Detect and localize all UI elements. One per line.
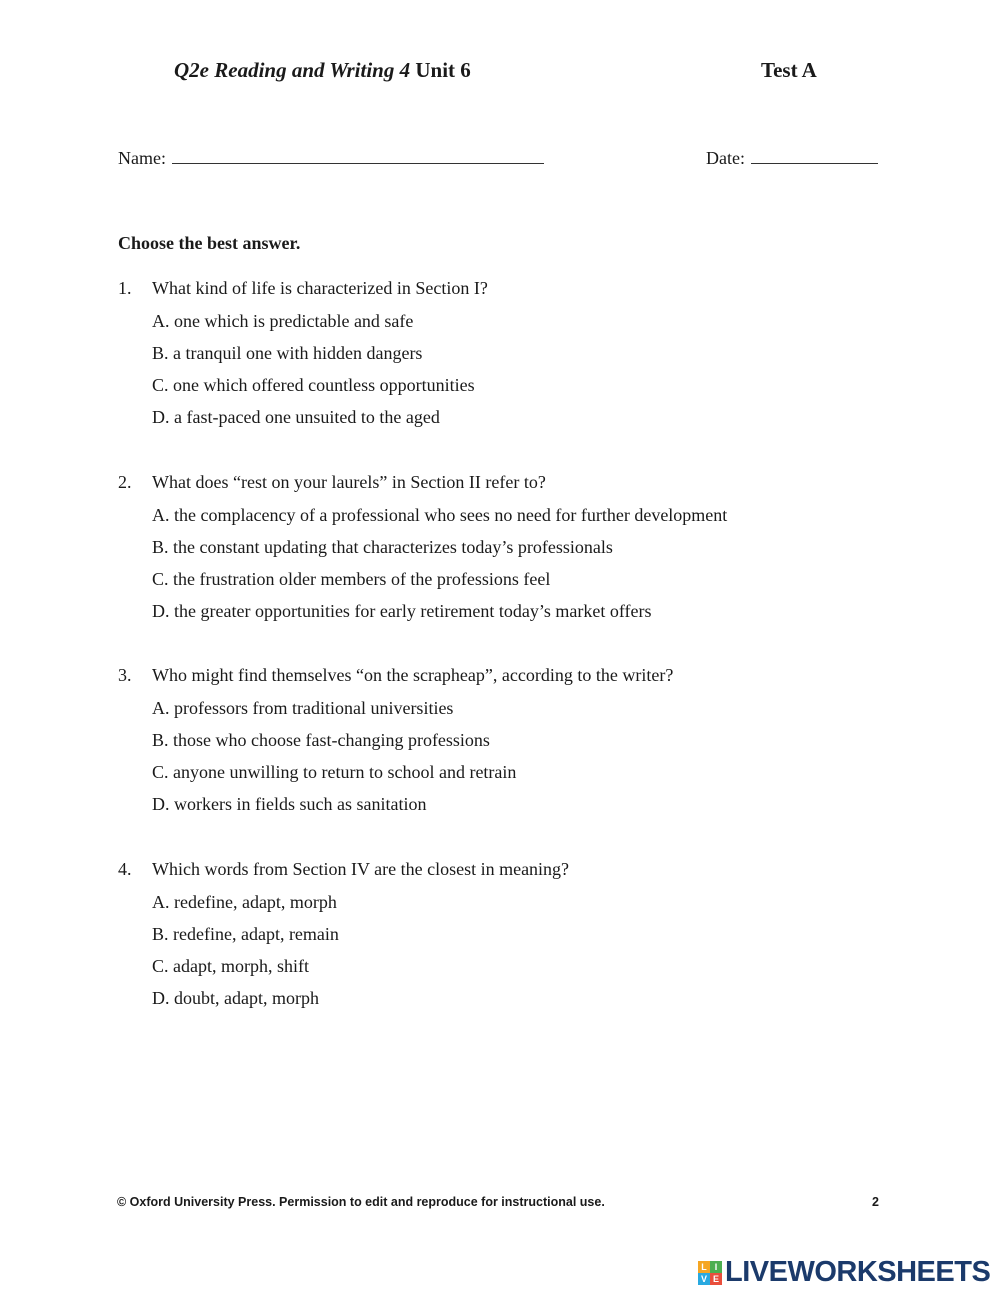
logo-icon-tile: L xyxy=(698,1261,710,1273)
question-number: 1. xyxy=(118,278,132,298)
answer-option[interactable]: C. adapt, morph, shift xyxy=(152,956,309,976)
date-field xyxy=(706,145,878,169)
question-text: Which words from Section IV are the closest in meaning? xyxy=(152,859,570,879)
copyright-notice: © Oxford University Press. Permission to edit and reproduce for instructional use. xyxy=(117,1195,605,1209)
question-text: Who might find themselves “on the scrapheap”, according to the writer? xyxy=(152,665,674,685)
answer-option[interactable]: A. redefine, adapt, morph xyxy=(152,892,337,912)
logo-icon-tile: I xyxy=(710,1261,722,1273)
test-label: Test A xyxy=(761,58,817,82)
date-label: Date: xyxy=(706,148,745,168)
question-text: What does “rest on your laurels” in Section II refer to? xyxy=(152,472,546,492)
logo-icon-tile: E xyxy=(710,1273,722,1285)
answer-option[interactable]: C. the frustration older members of the professions feel xyxy=(152,569,551,589)
book-title: Q2e Reading and Writing 4 xyxy=(174,58,411,82)
question-number: 2. xyxy=(118,472,132,492)
answer-option[interactable]: B. those who choose fast-changing professions xyxy=(152,730,490,750)
worksheet-title xyxy=(174,58,471,83)
liveworksheets-logo[interactable] xyxy=(698,1256,990,1289)
unit-label: Unit 6 xyxy=(410,58,471,82)
answer-option[interactable]: B. the constant updating that characterizes today’s professionals xyxy=(152,537,613,557)
question-number: 3. xyxy=(118,665,132,685)
answer-option[interactable]: B. redefine, adapt, remain xyxy=(152,924,339,944)
answer-option[interactable]: A. one which is predictable and safe xyxy=(152,311,414,331)
answer-option[interactable]: A. the complacency of a professional who sees no need for further development xyxy=(152,505,728,525)
answer-option[interactable]: C. anyone unwilling to return to school and retrain xyxy=(152,762,517,782)
answer-option[interactable]: D. the greater opportunities for early retirement today’s market offers xyxy=(152,601,652,621)
question-number: 4. xyxy=(118,859,132,879)
page-number: 2 xyxy=(872,1195,879,1209)
date-input-line[interactable] xyxy=(751,145,878,164)
answer-option[interactable]: B. a tranquil one with hidden dangers xyxy=(152,343,423,363)
logo-icon xyxy=(698,1261,722,1285)
instructions: Choose the best answer. xyxy=(118,233,301,253)
answer-option[interactable]: D. workers in fields such as sanitation xyxy=(152,794,427,814)
answer-option[interactable]: C. one which offered countless opportunities xyxy=(152,375,475,395)
answer-option[interactable]: A. professors from traditional universities xyxy=(152,698,454,718)
answer-option[interactable]: D. a fast-paced one unsuited to the aged xyxy=(152,407,440,427)
answer-option[interactable]: D. doubt, adapt, morph xyxy=(152,988,319,1008)
logo-text: LIVEWORKSHEETS xyxy=(725,1256,991,1288)
name-field xyxy=(118,145,544,169)
question-text: What kind of life is characterized in Section I? xyxy=(152,278,488,298)
name-input-line[interactable] xyxy=(172,145,544,164)
name-label: Name: xyxy=(118,148,166,168)
logo-icon-tile: V xyxy=(698,1273,710,1285)
